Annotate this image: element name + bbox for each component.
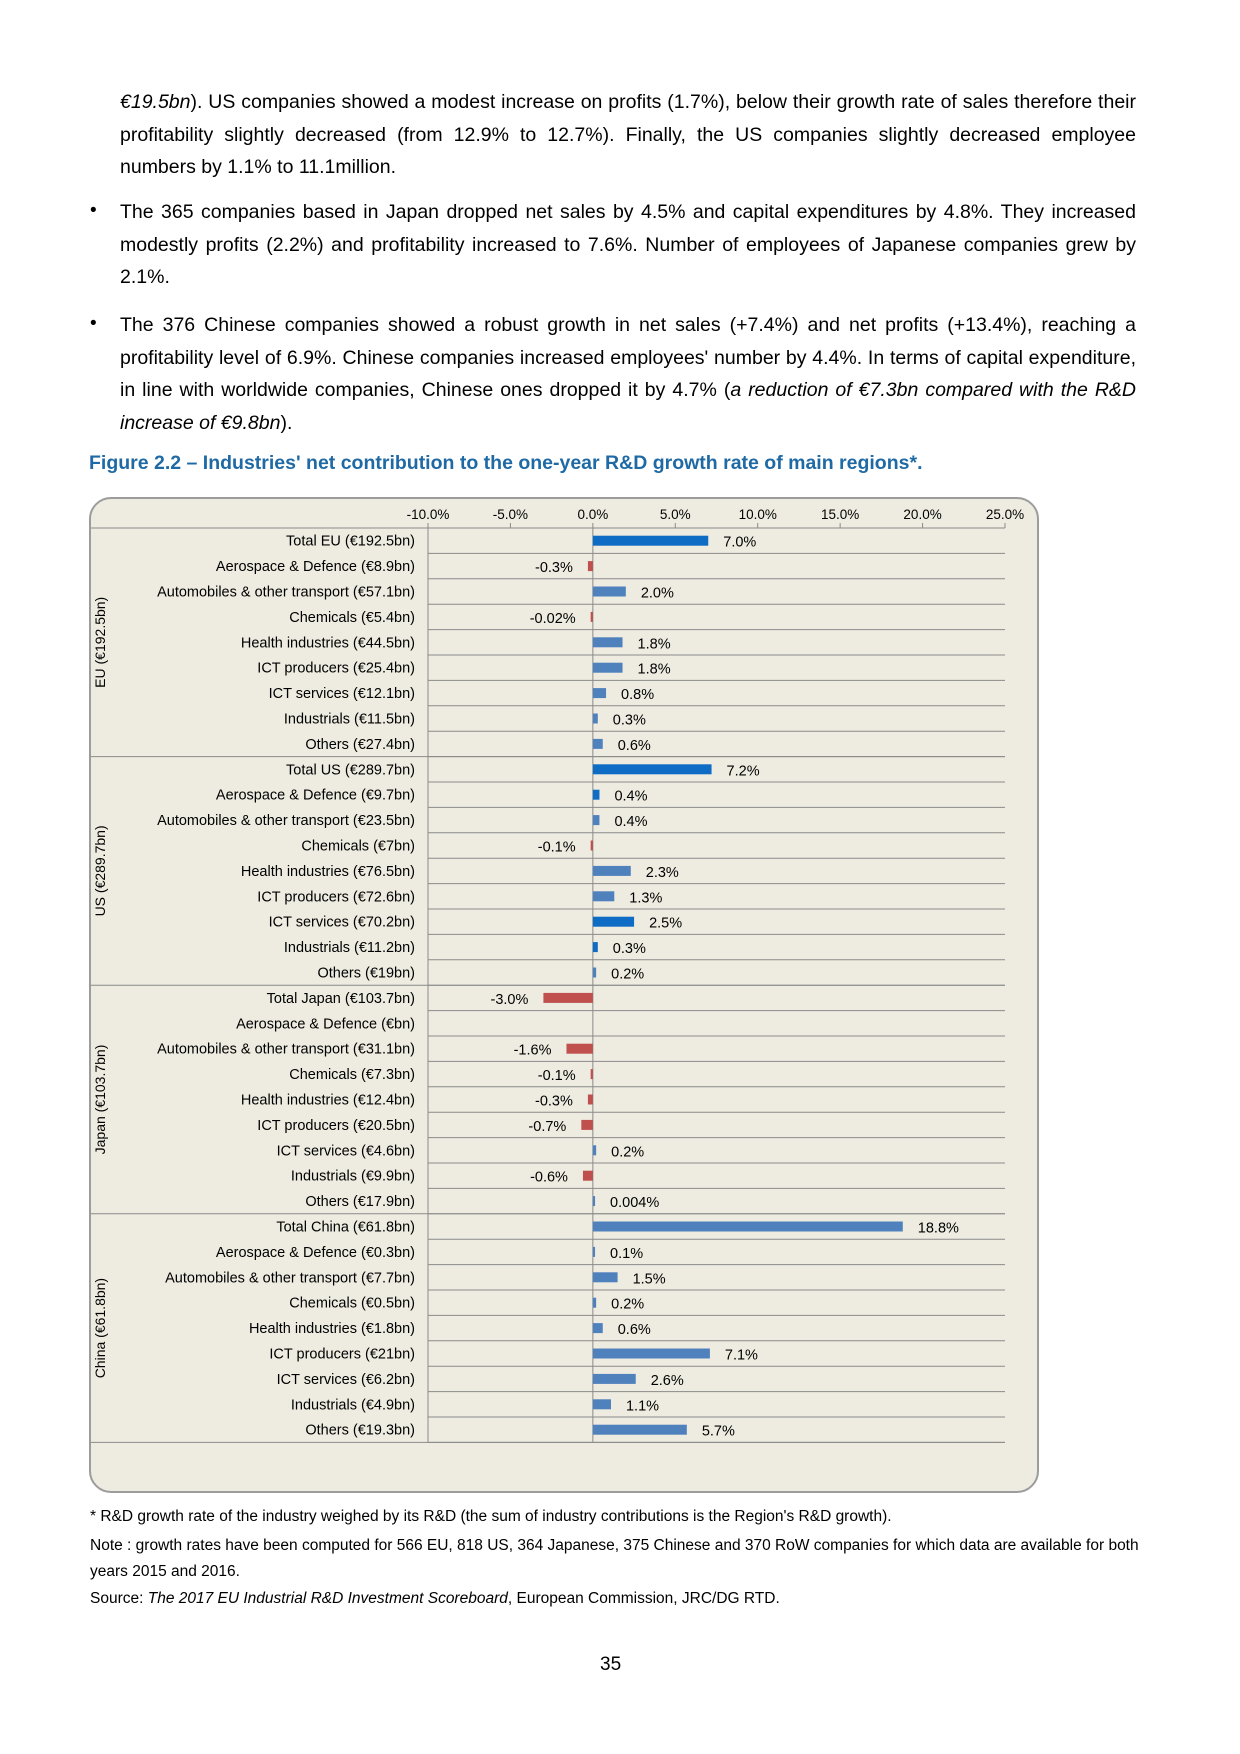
bar bbox=[593, 790, 600, 800]
footnote-note: Note : growth rates have been computed for 566 EU, 818 US, 364 Japanese, 375 Chinese and 370 RoW companies for which data are available for both years 2015 and 2016. bbox=[90, 1537, 1139, 1580]
x-tick-label: 5.0% bbox=[659, 507, 691, 522]
bar bbox=[593, 968, 596, 978]
category-label: Automobiles & other transport (€7.7bn) bbox=[165, 1270, 415, 1287]
data-label: 2.5% bbox=[649, 915, 683, 932]
category-label: Others (€27.4bn) bbox=[305, 736, 415, 753]
data-label: -0.7% bbox=[528, 1118, 567, 1135]
bar bbox=[588, 1095, 593, 1105]
category-label: Chemicals (€0.5bn) bbox=[289, 1295, 415, 1312]
data-label: 0.004% bbox=[610, 1195, 660, 1212]
category-label: Others (€19bn) bbox=[317, 965, 415, 982]
bar bbox=[593, 663, 623, 673]
x-tick-label: 0.0% bbox=[577, 507, 609, 522]
category-label: ICT producers (€21bn) bbox=[269, 1346, 415, 1363]
category-label: Chemicals (€7bn) bbox=[301, 838, 415, 855]
paragraph-us-summary bbox=[120, 86, 1136, 184]
x-tick-label: 25.0% bbox=[985, 507, 1025, 522]
bar bbox=[593, 1247, 595, 1257]
category-label: Chemicals (€5.4bn) bbox=[289, 609, 415, 626]
figure-title: Figure 2.2 – Industries' net contribution to the one-year R&D growth rate of main regions*. bbox=[89, 452, 923, 474]
region-label: Japan (€103.7bn) bbox=[92, 1044, 108, 1155]
data-label: 0.4% bbox=[614, 814, 648, 831]
paragraph-text: ). US companies showed a modest increase on profits (1.7%), below their growth rate of sales therefore their profitability slightly decreased (from 12.9% to 12.7%). Finally, the US companies slightly decreased employee numbers by 1.1% to 11.1million. bbox=[120, 91, 1136, 178]
bar bbox=[593, 1298, 596, 1308]
footnote-source bbox=[90, 1590, 780, 1608]
paragraph-text: The 365 companies based in Japan dropped net sales by 4.5% and capital expenditures by 4.8%. They increased modestly profits (2.2%) and profitability increased to 7.6%. Number of employees of Japanese companies grew by 2.1%. bbox=[120, 201, 1136, 288]
source-rest: , European Commission, JRC/DG RTD. bbox=[507, 1590, 780, 1607]
bar bbox=[593, 942, 598, 952]
category-label: Total EU (€192.5bn) bbox=[286, 533, 415, 550]
bar-chart bbox=[89, 497, 1039, 1493]
data-label: 1.5% bbox=[632, 1271, 666, 1288]
bar bbox=[566, 1044, 592, 1054]
category-label: ICT services (€6.2bn) bbox=[276, 1371, 415, 1388]
category-label: Aerospace & Defence (€9.7bn) bbox=[215, 787, 415, 804]
bar bbox=[593, 587, 626, 597]
data-label: 1.8% bbox=[637, 636, 671, 653]
bar bbox=[593, 1349, 710, 1359]
x-tick-label: 20.0% bbox=[903, 507, 942, 522]
paragraph-china bbox=[120, 309, 1136, 439]
bar bbox=[593, 1374, 636, 1384]
bar bbox=[593, 891, 614, 901]
page-number: 35 bbox=[600, 1654, 622, 1675]
category-label: ICT services (€70.2bn) bbox=[268, 914, 415, 931]
paragraph-end: ). bbox=[280, 411, 293, 434]
bullet-icon: • bbox=[90, 313, 97, 334]
data-label: -0.1% bbox=[537, 1068, 576, 1085]
bar bbox=[593, 637, 623, 647]
data-label: 1.8% bbox=[637, 661, 671, 678]
category-label: ICT producers (€25.4bn) bbox=[257, 660, 415, 677]
footnote-star: * R&D growth rate of the industry weighed by its R&D (the sum of industry contributions is the Region's R&D growth). bbox=[90, 1508, 892, 1525]
bar bbox=[593, 815, 600, 825]
data-label: 1.3% bbox=[629, 890, 663, 907]
data-label: 2.0% bbox=[640, 585, 674, 602]
category-label: Others (€19.3bn) bbox=[305, 1422, 415, 1439]
category-label: Automobiles & other transport (€23.5bn) bbox=[157, 813, 415, 830]
category-label: ICT producers (€72.6bn) bbox=[257, 889, 415, 906]
data-label: -3.0% bbox=[490, 991, 529, 1008]
italic-text: a reduction of €7.3bn compared with the R&D increase of €9.8bn bbox=[120, 379, 1137, 434]
data-label: -0.6% bbox=[530, 1169, 568, 1186]
bar bbox=[593, 1425, 687, 1435]
bar bbox=[591, 612, 593, 622]
source-title: The 2017 EU Industrial R&D Investment Scoreboard bbox=[147, 1590, 508, 1607]
x-tick-label: 10.0% bbox=[738, 507, 777, 522]
x-tick-label: -5.0% bbox=[492, 507, 529, 522]
data-label: 0.6% bbox=[617, 1322, 651, 1339]
italic-amount: €19.5bn bbox=[120, 91, 191, 113]
data-label: 0.3% bbox=[612, 941, 646, 958]
bar bbox=[593, 1272, 618, 1282]
bar bbox=[588, 561, 593, 571]
bar bbox=[593, 764, 712, 774]
region-label: China (€61.8bn) bbox=[92, 1277, 108, 1379]
paragraph-text: The 376 Chinese companies showed a robust growth in net sales (+7.4%) and net profits (+13.4%), reaching a profitability level of 6.9%. Chinese companies increased employees' number by 4.4%. In terms of capital expenditure, in line with worldwide companies, Chinese ones dropped it by 4.7% ( bbox=[120, 314, 1136, 401]
data-label: 1.1% bbox=[625, 1398, 660, 1415]
bar bbox=[543, 993, 592, 1003]
category-label: Health industries (€1.8bn) bbox=[248, 1321, 415, 1338]
data-label: 0.4% bbox=[614, 788, 648, 805]
data-label: -0.1% bbox=[537, 839, 576, 856]
data-label: -0.3% bbox=[535, 560, 573, 577]
bar bbox=[593, 866, 631, 876]
bar bbox=[593, 917, 634, 927]
paragraph-japan bbox=[120, 196, 1136, 294]
data-label: 7.2% bbox=[726, 763, 760, 780]
data-label: -1.6% bbox=[513, 1042, 552, 1059]
data-label: 0.1% bbox=[610, 1245, 644, 1262]
x-tick-label: 15.0% bbox=[821, 507, 860, 522]
category-label: Others (€17.9bn) bbox=[305, 1194, 415, 1211]
category-label: ICT producers (€20.5bn) bbox=[257, 1117, 415, 1134]
bar bbox=[591, 841, 593, 851]
category-label: ICT services (€4.6bn) bbox=[276, 1143, 415, 1160]
bar bbox=[591, 1069, 593, 1079]
x-tick-label: -10.0% bbox=[406, 507, 450, 522]
bar bbox=[593, 1196, 595, 1206]
source-label: Source: bbox=[90, 1590, 148, 1607]
category-label: ICT services (€12.1bn) bbox=[268, 686, 415, 703]
category-label: Total Japan (€103.7bn) bbox=[266, 990, 415, 1007]
category-label: Total US (€289.7bn) bbox=[286, 762, 415, 779]
data-label: 0.3% bbox=[612, 712, 646, 729]
bullet-icon: • bbox=[90, 200, 97, 221]
data-label: 0.2% bbox=[611, 1296, 645, 1313]
category-label: Aerospace & Defence (€8.9bn) bbox=[215, 559, 415, 576]
data-label: 2.3% bbox=[645, 864, 679, 881]
category-label: Industrials (€11.2bn) bbox=[283, 940, 415, 957]
data-label: -0.3% bbox=[535, 1093, 573, 1110]
category-label: Health industries (€44.5bn) bbox=[240, 635, 415, 652]
category-label: Industrials (€11.5bn) bbox=[283, 711, 415, 728]
category-label: Aerospace & Defence (€bn) bbox=[236, 1016, 415, 1033]
data-label: 0.6% bbox=[617, 737, 651, 754]
data-label: 2.6% bbox=[650, 1372, 684, 1389]
region-label: US (€289.7bn) bbox=[92, 825, 108, 917]
bar bbox=[593, 536, 708, 546]
category-label: Health industries (€12.4bn) bbox=[240, 1092, 415, 1109]
data-label: -0.02% bbox=[529, 610, 576, 627]
data-label: 0.2% bbox=[611, 966, 645, 983]
data-label: 7.1% bbox=[724, 1347, 758, 1364]
bar bbox=[593, 1323, 603, 1333]
data-label: 7.0% bbox=[723, 534, 757, 551]
bar bbox=[593, 714, 598, 724]
bar bbox=[593, 688, 606, 698]
category-label: Industrials (€9.9bn) bbox=[290, 1168, 415, 1185]
category-label: Total China (€61.8bn) bbox=[276, 1219, 415, 1236]
category-label: Chemicals (€7.3bn) bbox=[289, 1067, 415, 1084]
bar bbox=[593, 1399, 611, 1409]
category-label: Aerospace & Defence (€0.3bn) bbox=[215, 1244, 415, 1261]
bar bbox=[581, 1120, 593, 1130]
data-label: 5.7% bbox=[701, 1423, 735, 1440]
category-label: Health industries (€76.5bn) bbox=[240, 863, 415, 880]
bar bbox=[593, 739, 603, 749]
category-label: Automobiles & other transport (€57.1bn) bbox=[157, 584, 415, 601]
region-label: EU (€192.5bn) bbox=[92, 596, 108, 688]
data-label: 0.8% bbox=[621, 687, 655, 704]
bar bbox=[593, 1145, 596, 1155]
data-label: 0.2% bbox=[611, 1144, 645, 1161]
category-label: Industrials (€4.9bn) bbox=[290, 1397, 415, 1414]
data-label: 18.8% bbox=[917, 1220, 959, 1237]
bar bbox=[593, 1222, 903, 1232]
bar bbox=[583, 1171, 593, 1181]
category-label: Automobiles & other transport (€31.1bn) bbox=[157, 1041, 415, 1058]
